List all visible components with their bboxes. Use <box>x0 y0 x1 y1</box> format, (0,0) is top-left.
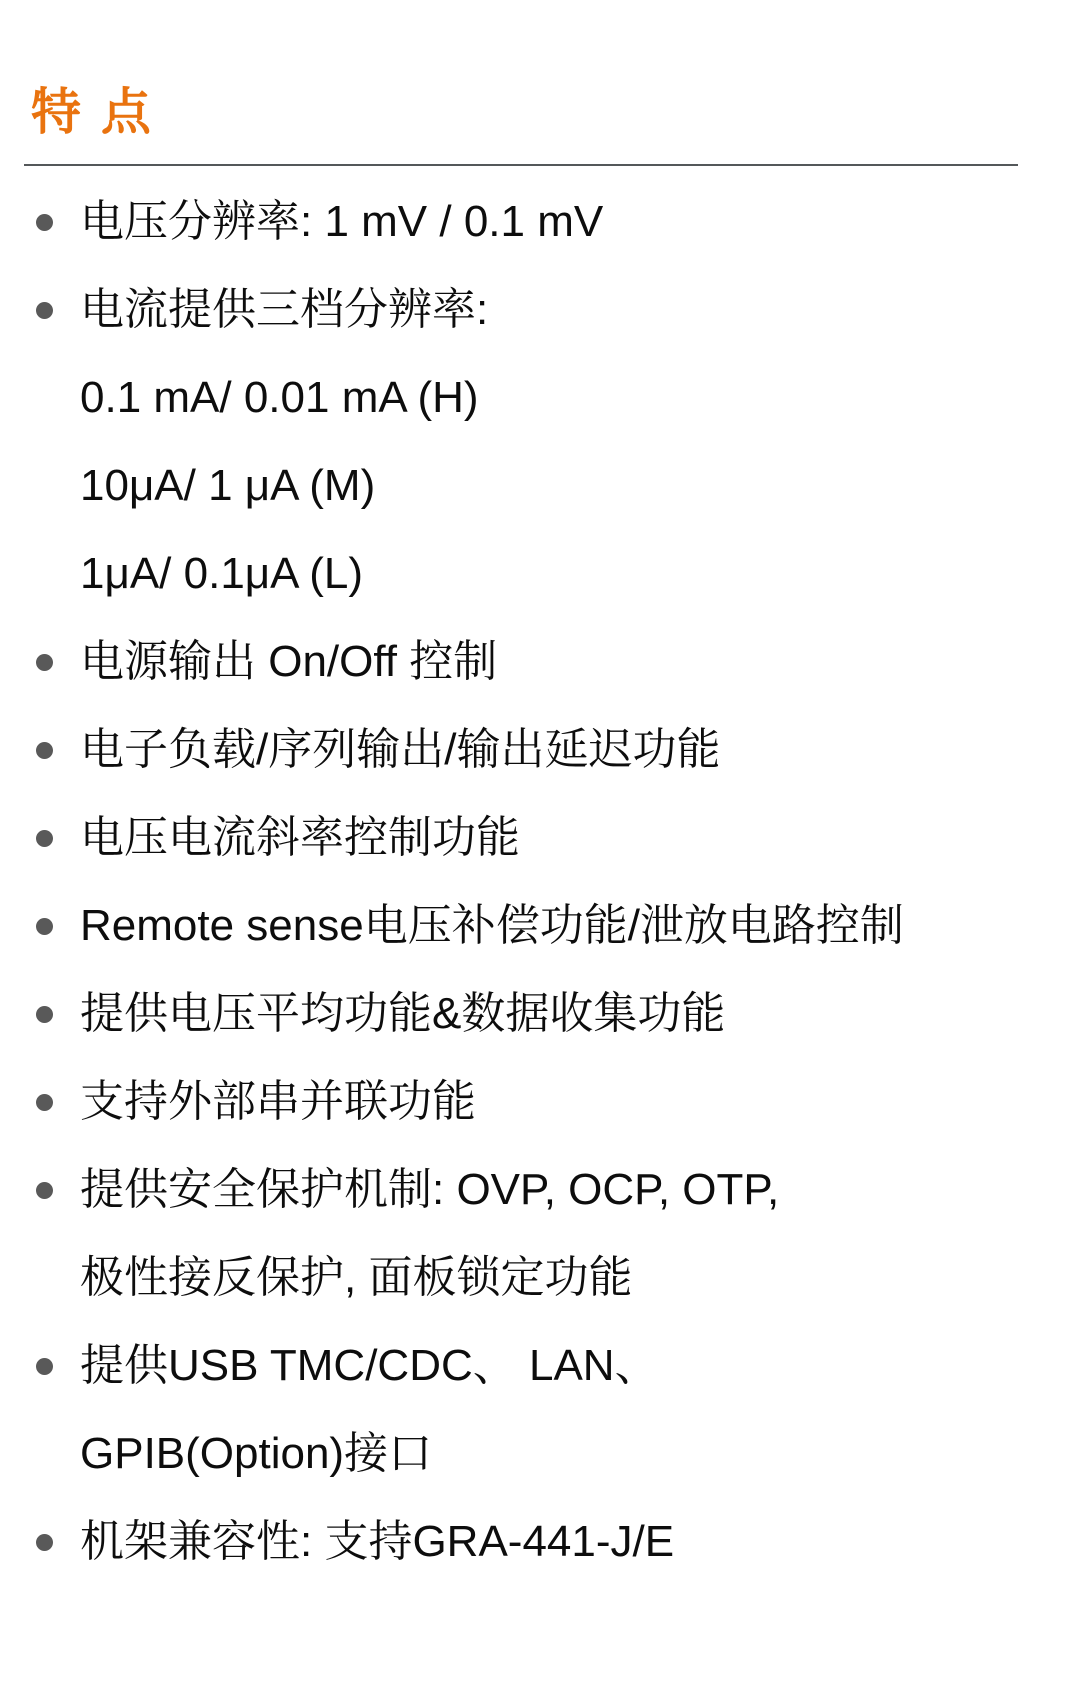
feature-line: 机架兼容性: 支持GRA-441-J/E <box>80 1516 675 1566</box>
feature-line: 极性接反保护, 面板锁定功能 <box>80 1252 633 1302</box>
bullet-dot <box>36 1094 53 1111</box>
feature-line: 电压分辨率: 1 mV / 0.1 mV <box>80 196 604 246</box>
feature-line: 0.1 mA/ 0.01 mA (H) <box>80 372 479 422</box>
feature-item <box>0 266 1080 618</box>
feature-line: 电源输出 On/Off 控制 <box>80 636 498 686</box>
feature-item <box>0 794 1080 882</box>
bullet-dot <box>36 214 53 231</box>
feature-line: GPIB(Option)接口 <box>80 1428 433 1478</box>
bullet-dot <box>36 830 53 847</box>
feature-item <box>0 178 1080 266</box>
feature-line: 1μA/ 0.1μA (L) <box>80 548 364 598</box>
feature-line: 提供安全保护机制: OVP, OCP, OTP, <box>80 1164 780 1214</box>
features-section <box>0 84 1080 1697</box>
feature-line: 电压电流斜率控制功能 <box>80 812 520 862</box>
feature-line: 电子负载/序列输出/输出延迟功能 <box>80 724 721 774</box>
feature-item <box>0 706 1080 794</box>
bullet-dot <box>36 1182 53 1199</box>
feature-item <box>0 1146 1080 1322</box>
feature-line: 提供电压平均功能&数据收集功能 <box>80 988 726 1038</box>
bullet-dot <box>36 302 53 319</box>
feature-line: 电流提供三档分辨率: <box>80 284 489 334</box>
bullet-dot <box>36 1358 53 1375</box>
bullet-dot <box>36 742 53 759</box>
feature-item <box>0 970 1080 1058</box>
feature-line: 10μA/ 1 μA (M) <box>80 460 376 510</box>
bullet-dot <box>36 918 53 935</box>
feature-list <box>0 178 1080 1586</box>
feature-item <box>0 882 1080 970</box>
title-divider <box>24 164 1018 166</box>
bullet-dot <box>36 1006 53 1023</box>
feature-line: Remote sense电压补偿功能/泄放电路控制 <box>80 900 904 950</box>
feature-item <box>0 1498 1080 1586</box>
bullet-dot <box>36 1534 53 1551</box>
feature-item <box>0 1058 1080 1146</box>
feature-line: 提供USB TMC/CDC、 LAN、 <box>80 1340 659 1390</box>
bullet-dot <box>36 654 53 671</box>
feature-item <box>0 1322 1080 1498</box>
section-title: 特 点 <box>31 84 154 140</box>
feature-item <box>0 618 1080 706</box>
feature-line: 支持外部串并联功能 <box>80 1076 476 1126</box>
